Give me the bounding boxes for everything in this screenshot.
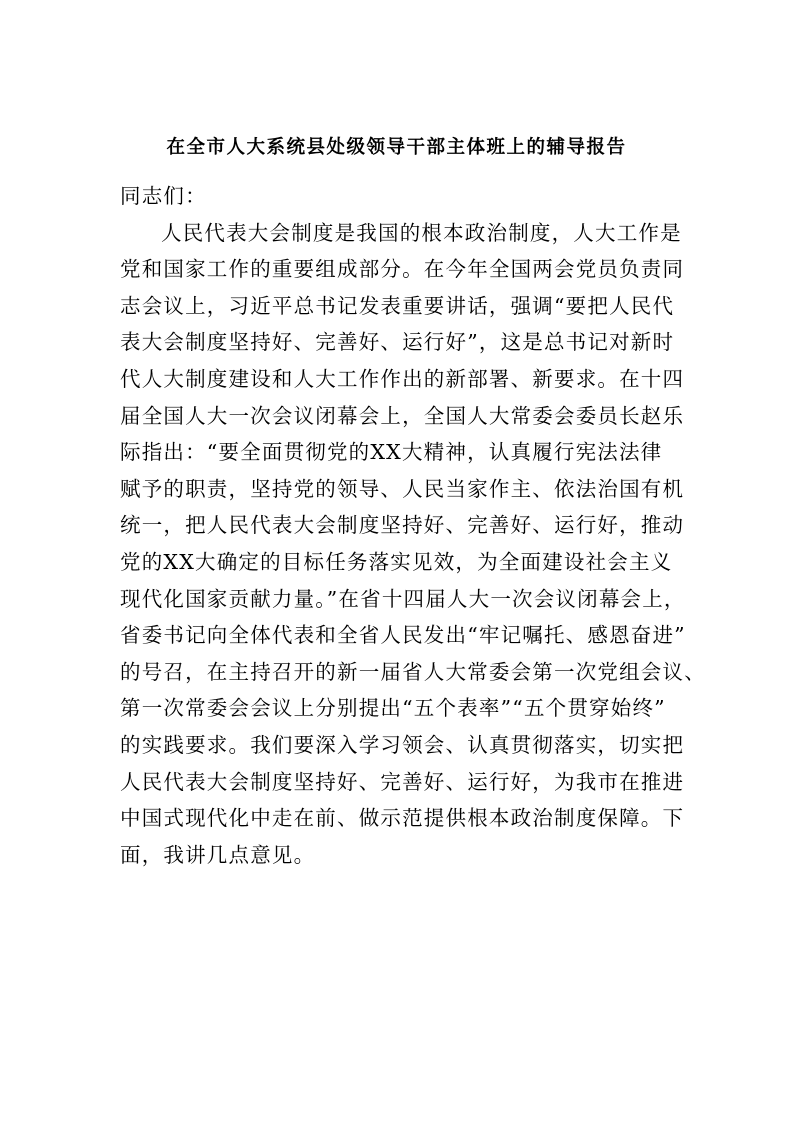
paragraph-line: 表大会制度坚持好、完善好、运行好”，这是总书记对新时 xyxy=(120,330,675,355)
salutation: 同志们： xyxy=(120,184,207,208)
paragraph-line: 的实践要求。我们要深入学习领会、认真贯彻落实，切实把 xyxy=(120,732,685,757)
paragraph-line: 党的XX大确定的目标任务落实见效，为全面建设社会主义 xyxy=(120,549,673,574)
paragraph-line: 际指出：“要全面贯彻党的XX大精神，认真履行宪法法律 xyxy=(120,440,663,465)
paragraph-line: 第一次常委会会议上分别提出“五个表率”“五个贯穿始终” xyxy=(120,696,666,721)
paragraph-line: 人民代表大会制度是我国的根本政治制度，人大工作是 xyxy=(161,220,682,245)
paragraph-line: 人民代表大会制度坚持好、完善好、运行好，为我市在推进 xyxy=(120,769,685,794)
paragraph-line: 志会议上，习近平总书记发表重要讲话，强调“要把人民代 xyxy=(120,293,675,318)
paragraph-line: 赋予的职责，坚持党的领导、人民当家作主、依法治国有机 xyxy=(120,476,685,501)
paragraph-line: 届全国人大一次会议闭幕会上，全国人大常委会委员长赵乐 xyxy=(120,403,685,428)
document-title: 在全市人大系统县处级领导干部主体班上的辅导报告 xyxy=(166,137,627,158)
document-body xyxy=(120,178,706,873)
paragraph-line: 中国式现代化中走在前、做示范提供根本政治制度保障。下 xyxy=(120,806,685,831)
paragraph-1 xyxy=(120,215,706,874)
paragraph-line: 党和国家工作的重要组成部分。在今年全国两会党员负责同 xyxy=(120,257,685,282)
paragraph-line: 现代化国家贡献力量。”在省十四届人大一次会议闭幕会上， xyxy=(120,586,686,611)
paragraph-line: 面，我讲几点意见。 xyxy=(120,842,316,867)
paragraph-line: 代人大制度建设和人大工作作出的新部署、新要求。在十四 xyxy=(120,366,685,391)
paragraph-line: 省委书记向全体代表和全省人民发出“牢记嘱托、感恩奋进” xyxy=(120,623,686,648)
paragraph-line: 的号召，在主持召开的新一届省人大常委会第一次党组会议、 xyxy=(120,659,706,684)
paragraph-line: 统一，把人民代表大会制度坚持好、完善好、运行好，推动 xyxy=(120,513,685,538)
